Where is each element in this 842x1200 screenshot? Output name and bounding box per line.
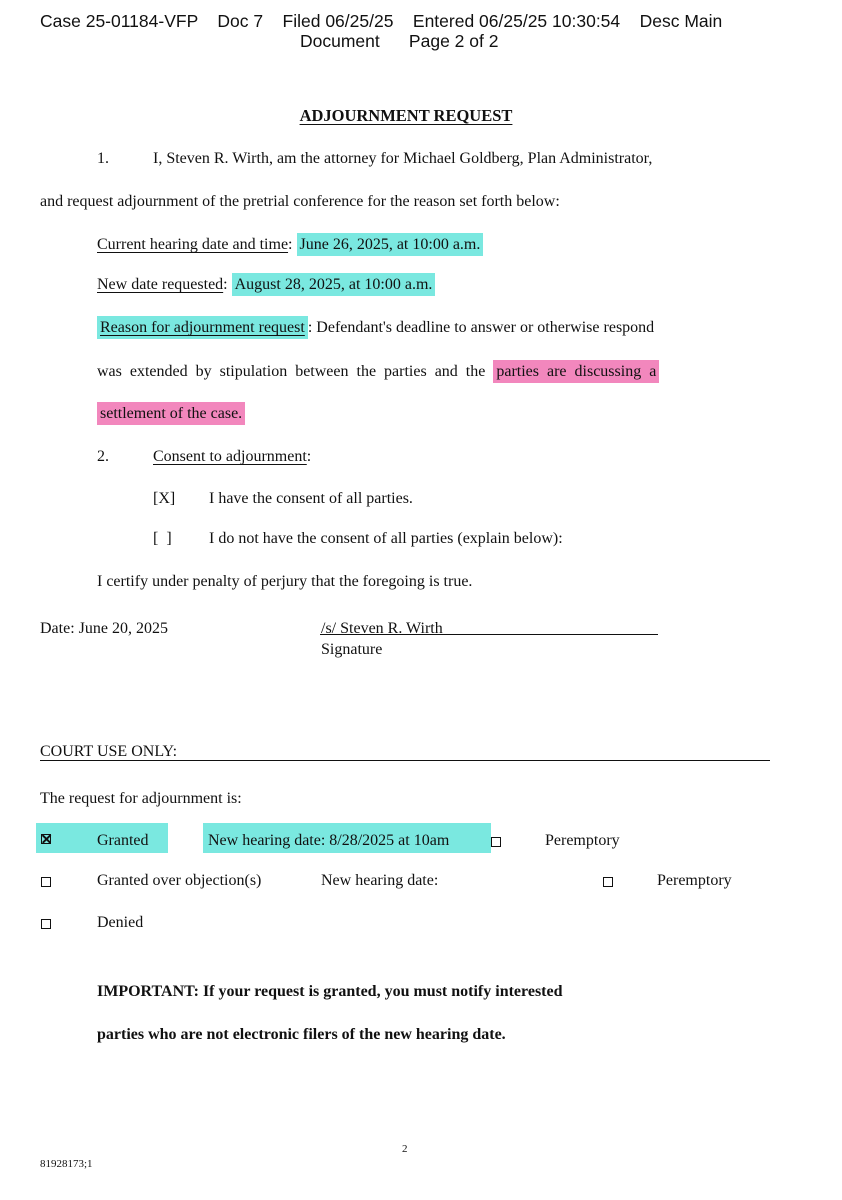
court-use-heading: COURT USE ONLY:	[40, 743, 178, 760]
granted-over-label: Granted over objection(s)	[97, 872, 262, 889]
para1-number: 1.	[97, 150, 109, 167]
objection-peremptory-checkbox[interactable]	[603, 872, 613, 891]
reason-label: Reason for adjournment request	[97, 316, 308, 339]
consent-option1-text: I have the consent of all parties.	[209, 490, 413, 507]
denied-checkbox[interactable]	[41, 914, 51, 933]
new-date-value: August 28, 2025, at 10:00 a.m.	[232, 273, 436, 296]
certification: I certify under penalty of perjury that the foregoing is true.	[97, 573, 473, 590]
important-line1: IMPORTANT: If your request is granted, you must notify interested	[97, 983, 563, 1000]
granted-label: Granted	[97, 832, 149, 849]
consent-heading: Consent to adjournment:	[153, 448, 312, 465]
checked-box-icon	[41, 834, 51, 844]
denied-label: Denied	[97, 914, 144, 931]
consent-label: Consent to adjournment	[153, 448, 307, 465]
para1-line1: I, Steven R. Wirth, am the attorney for Michael Goldberg, Plan Administrator,	[153, 150, 653, 167]
new-date-row: New date requested: August 28, 2025, at 10:00 a.m.	[97, 275, 435, 294]
empty-box-icon	[41, 877, 51, 887]
new-hearing-date-label: New hearing date:	[321, 872, 439, 889]
granted-over-checkbox[interactable]	[41, 872, 51, 891]
important-line2: parties who are not electronic filers of the new hearing date.	[97, 1026, 506, 1043]
document-title: ADJOURNMENT REQUEST	[299, 106, 513, 125]
granted-checkbox[interactable]	[41, 829, 51, 848]
reason-line2	[97, 362, 659, 381]
reason-text2: was extended by stipulation between the parties and the	[97, 363, 486, 380]
reason-highlight1: parties are discussing a	[493, 360, 659, 383]
court-intro: The request for adjournment is:	[40, 790, 242, 807]
consent-option1-mark: [X]	[153, 490, 176, 507]
empty-box-icon	[491, 837, 501, 847]
new-date-label: New date requested	[97, 276, 224, 293]
consent-option2-text: I do not have the consent of all parties (explain below):	[209, 530, 563, 547]
empty-box-icon	[41, 919, 51, 929]
current-hearing-value: June 26, 2025, at 10:00 a.m.	[297, 233, 484, 256]
page-number: 2	[402, 1143, 408, 1155]
objection-peremptory-label: Peremptory	[657, 872, 732, 889]
filing-header-line1: Case 25-01184-VFP Doc 7 Filed 06/25/25 Entered 06/25/25 10:30:54 Desc Main	[40, 11, 723, 31]
date-line: Date: June 20, 2025	[40, 620, 168, 637]
signature-value: /s/ Steven R. Wirth	[321, 620, 443, 637]
court-use-rule	[40, 760, 770, 761]
current-hearing-row: Current hearing date and time: June 26, 2025, at 10:00 a.m.	[97, 235, 483, 254]
signature-caption: Signature	[321, 641, 383, 658]
para2-number: 2.	[97, 448, 109, 465]
filing-header-line2: Document Page 2 of 2	[300, 31, 499, 51]
document-id: 81928173;1	[40, 1158, 93, 1170]
empty-box-icon	[603, 877, 613, 887]
reason-text1: Defendant's deadline to answer or otherwise respond	[316, 319, 655, 336]
signature-line	[320, 634, 658, 635]
current-hearing-label: Current hearing date and time	[97, 236, 289, 253]
reason-line3	[97, 404, 245, 423]
granted-peremptory-checkbox[interactable]	[491, 832, 501, 851]
para1-line2: and request adjournment of the pretrial conference for the reason set forth below:	[40, 193, 560, 210]
reason-row: Reason for adjournment request : Defendant's deadline to answer or otherwise respond	[97, 318, 654, 337]
consent-option2-mark: [ ]	[153, 530, 172, 547]
reason-highlight2: settlement of the case.	[97, 402, 245, 425]
granted-new-date: New hearing date: 8/28/2025 at 10am	[208, 832, 450, 849]
granted-peremptory-label: Peremptory	[545, 832, 620, 849]
